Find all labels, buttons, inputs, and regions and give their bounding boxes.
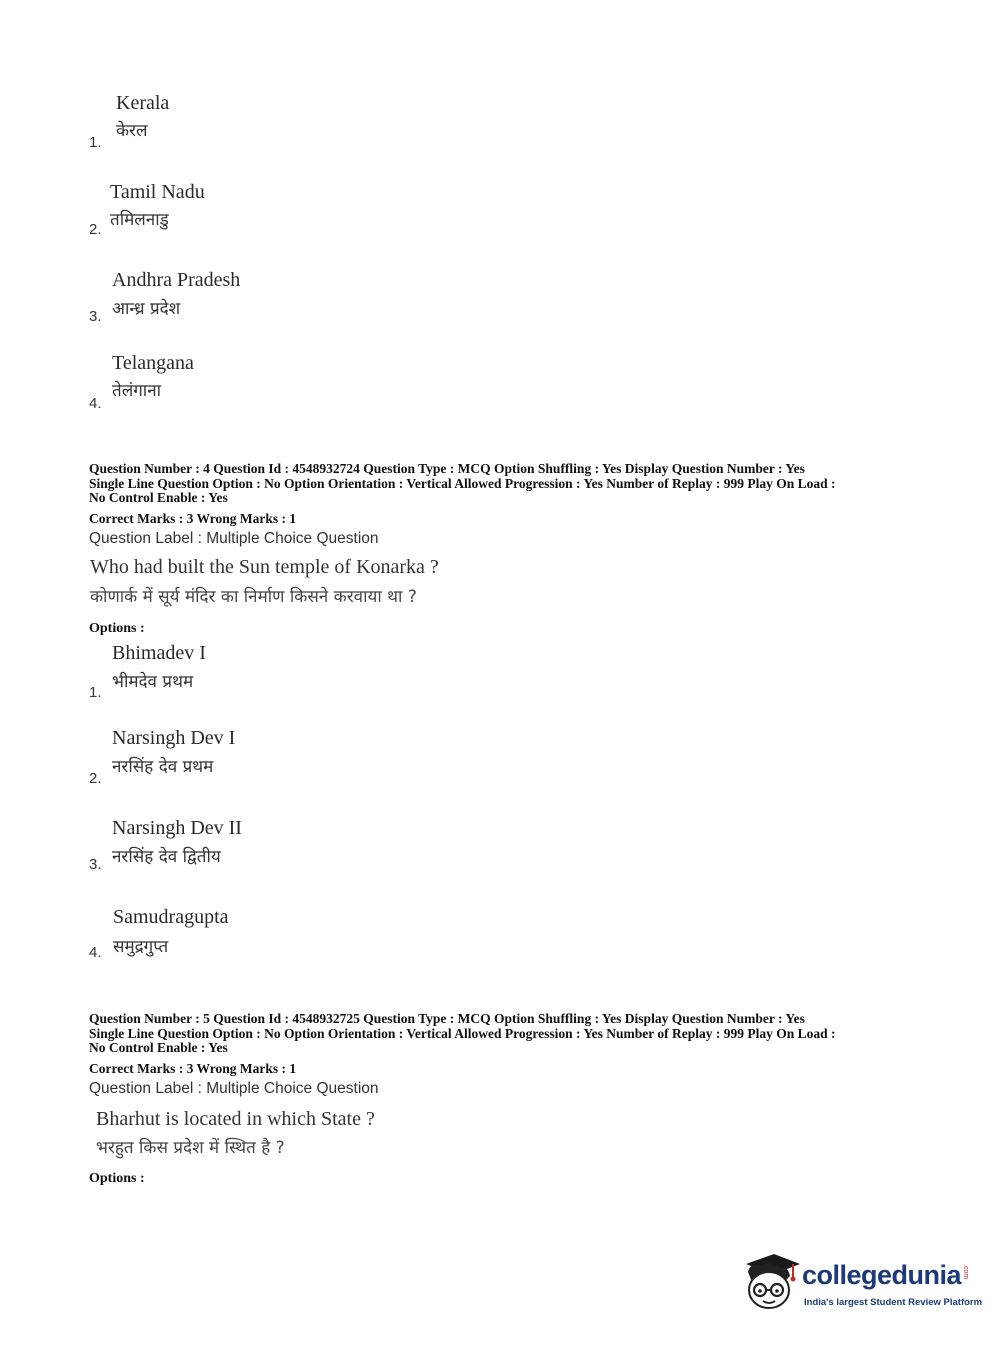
option-english: Kerala — [116, 92, 170, 114]
option-english: Telangana — [112, 352, 194, 374]
question-text-hindi: भरहुत किस प्रदेश में स्थित है ? — [96, 1138, 285, 1158]
option-english: Samudragupta — [113, 906, 229, 928]
brand-suffix: .com — [962, 1264, 969, 1280]
option-english: Tamil Nadu — [110, 181, 205, 203]
option-number: 3. — [89, 856, 102, 873]
option-hindi: नरसिंह देव प्रथम — [112, 757, 214, 777]
option-number: 4. — [89, 395, 102, 412]
meta-line: Question Number : 5 Question Id : 4548932725 Question Type : MCQ Option Shuffling : Yes Display Question Number : Yes — [89, 1011, 805, 1026]
option-number: 1. — [89, 684, 102, 701]
options-heading: Options : — [89, 621, 145, 636]
option-english: Andhra Pradesh — [112, 269, 241, 291]
question-meta — [89, 1012, 919, 1056]
meta-line: Question Number : 4 Question Id : 4548932724 Question Type : MCQ Option Shuffling : Yes Display Question Number : Yes — [89, 461, 805, 476]
option-hindi: नरसिंह देव द्वितीय — [112, 847, 221, 867]
option-hindi: आन्ध्र प्रदेश — [112, 299, 181, 319]
option-number: 3. — [89, 308, 102, 325]
question-text-english: Who had built the Sun temple of Konarka ? — [90, 556, 439, 578]
mascot-icon — [740, 1250, 802, 1312]
option-english: Narsingh Dev I — [112, 727, 236, 749]
collegedunia-logo — [740, 1250, 983, 1320]
question-marks: Correct Marks : 3 Wrong Marks : 1 — [89, 511, 297, 526]
meta-line: Single Line Question Option : No Option Orientation : Vertical Allowed Progression : Yes Number of Replay : 999 Play On Load : — [89, 1025, 836, 1041]
question-marks: Correct Marks : 3 Wrong Marks : 1 — [89, 1061, 297, 1076]
option-number: 2. — [89, 770, 102, 787]
option-number: 1. — [89, 134, 102, 151]
meta-line: Single Line Question Option : No Option Orientation : Vertical Allowed Progression : Yes Number of Replay : 999 Play On Load : — [89, 475, 836, 491]
option-hindi: भीमदेव प्रथम — [112, 672, 194, 692]
option-hindi: तेलंगाना — [112, 381, 162, 401]
option-hindi: तमिलनाडु — [110, 210, 169, 230]
meta-line: No Control Enable : Yes — [89, 1040, 228, 1055]
option-number: 2. — [89, 221, 102, 238]
brand-tagline: India's largest Student Review Platform — [804, 1297, 983, 1308]
option-english: Bhimadev I — [112, 642, 206, 664]
question-text-hindi: कोणार्क में सूर्य मंदिर का निर्माण किसने करवाया था ? — [90, 587, 417, 607]
brand-name: collegedunia — [802, 1260, 962, 1290]
question-meta — [89, 462, 919, 506]
question-label: Question Label : Multiple Choice Question — [89, 530, 379, 547]
question-label: Question Label : Multiple Choice Question — [89, 1080, 379, 1097]
option-number: 4. — [89, 944, 102, 961]
option-hindi: समुद्रगुप्त — [113, 937, 169, 957]
option-hindi: केरल — [116, 121, 148, 141]
question-text-english: Bharhut is located in which State ? — [96, 1108, 375, 1130]
options-heading: Options : — [89, 1171, 145, 1186]
meta-line: No Control Enable : Yes — [89, 490, 228, 505]
option-english: Narsingh Dev II — [112, 817, 242, 839]
